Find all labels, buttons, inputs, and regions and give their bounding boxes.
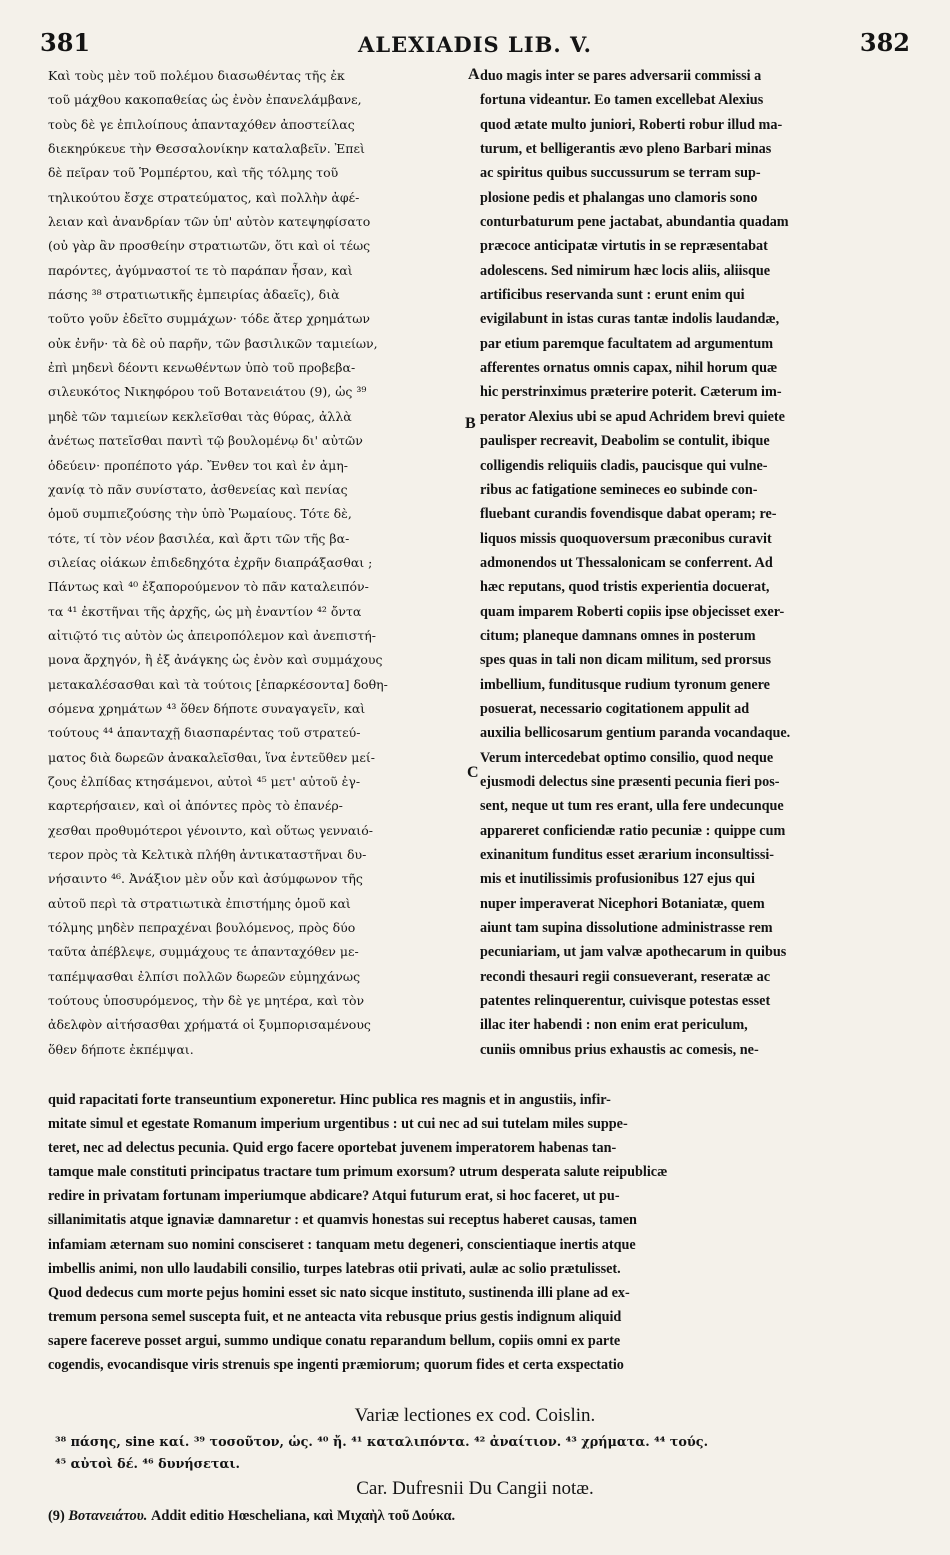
greek-text-line: αἰτιῷτό τις αὐτὸν ὡς ἀπειροπόλεμον καὶ ἀνεπιστή-	[48, 627, 376, 643]
latin-text-line: præcoce anticipatæ virtutis in se repræsentabat	[480, 238, 768, 255]
greek-text-line: τηλικούτου ἔσχε στρατεύματος, καὶ πολλὴν ἀφέ-	[48, 189, 360, 205]
greek-text-line: πάσης ³⁸ στρατιωτικῆς ἐμπειρίας ἀδαεῖς), διὰ	[48, 287, 340, 303]
latin-text-line: citum; planeque damnans omnes in posterum	[480, 627, 756, 644]
latin-text-line: cogendis, evocandisque viris strenuis spe ingenti præmiorum; quorum fides et certa exspectatio	[48, 1357, 624, 1374]
greek-text-line: μετακαλέσασθαι καὶ τὰ τούτοις [ἐπαρκέσοντα] δοθη-	[48, 676, 388, 692]
footnote	[48, 1508, 908, 1525]
variant-readings	[55, 1432, 905, 1476]
footnote-number: (9)	[48, 1508, 65, 1524]
latin-text-line: liquos missis quoquoversum præconibus curavit	[480, 530, 772, 547]
latin-text-line: illac iter habendi : non enim erat periculum,	[480, 1017, 748, 1034]
greek-text-line: καρτερήσαιεν, καὶ οἱ ἀπόντες πρὸς τὸ ἐπανέρ-	[48, 798, 343, 814]
greek-text-line: ταῦτα ἀπέβλεψε, συμμάχους τε ἁπανταχόθεν με-	[48, 944, 359, 960]
greek-text-line: αὐτοῦ περὶ τὰ στρατιωτικὰ ἐπιστήμης ὁμοῦ καὶ	[48, 895, 351, 911]
page-number-right: 382	[859, 28, 910, 57]
latin-text-line: adolescens. Sed nimirum hæc locis aliis, aliisque	[480, 262, 771, 279]
greek-text-line: σιλείας οἰάκων ἐπιδεδηχότα ἐχρῆν διαπράξασθαι ;	[48, 554, 373, 570]
latin-text-line: pecuniariam, ut jam valvæ apothecarum in quibus	[480, 944, 787, 961]
latin-text-line: redire in privatam fortunam imperiumque abdicare? Atqui futurum erat, si hoc faceret, ut pu-	[48, 1188, 620, 1205]
variant-line: ⁴⁵ αὐτοὶ δέ. ⁴⁶ δυνήσεται.	[55, 1457, 240, 1472]
greek-text-line: (οὐ γὰρ ἂν προσθείην στρατιωτῶν, ὅτι καὶ οἱ τέως	[48, 238, 371, 254]
greek-text-line: χανίᾳ τὸ πᾶν συνίστατο, ἀσθενείας καὶ πενίας	[48, 481, 348, 497]
latin-text-line: ac spiritus quibus succussurum se terram sup-	[480, 165, 761, 182]
latin-text-line: posuerat, necessario cogitationem appulit ad	[480, 700, 750, 717]
greek-text-line: μονα ἄρχηγόν, ἢ ἐξ ἀνάγκης ὡς ἐνὸν καὶ συμμάχους	[48, 652, 383, 668]
greek-text-line: Καὶ τοὺς μὲν τοῦ πολέμου διασωθέντας τῆς ἐκ	[48, 68, 345, 83]
latin-text-line: imbellium, funditusque rudium tyronum genere	[480, 676, 770, 693]
greek-text-line: σόμενα χρημάτων ⁴³ ὅθεν δήποτε συναγαγεῖν, καὶ	[48, 700, 366, 716]
latin-text-line: infamiam æternam suo nomini consciseret : tanquam metu degeneri, conscientiaque inertis atque	[48, 1236, 636, 1253]
greek-text-line: ταπέμψασθαι ἐλπίσι πολλῶν δωρεῶν εὐμηχάνως	[48, 968, 361, 984]
latin-text-line: cuniis omnibus prius exhaustis ac comesis, ne-	[480, 1041, 759, 1058]
margin-marker-c: C	[467, 764, 479, 781]
greek-text-line: τούτους ὑποσυρόμενος, τὴν δὲ γε μητέρα, καὶ τὸν	[48, 993, 365, 1009]
latin-text-line: aiunt tam supina dissolutione administrasse rem	[480, 920, 773, 937]
greek-text-line: τόλμης μηδὲν πεπραχέναι βουλόμενος, πρὸς δύο	[48, 920, 356, 936]
latin-text-line: mitate simul et egestate Romanum imperium urgentibus : ut cui nec ad sui tutelam miles suppe-	[48, 1116, 628, 1133]
margin-marker-b: B	[465, 415, 476, 432]
latin-text-line: fluebant curandis fovendisque dabat operam; re-	[480, 506, 777, 523]
latin-text-line: perator Alexius ubi se apud Achridem brevi quiete	[480, 408, 785, 425]
greek-text-line: τα ⁴¹ ἐκστῆναι τῆς ἀρχῆς, ὡς μὴ ἐναντίον ⁴² ὄντα	[48, 603, 362, 619]
greek-text-line: ὅθεν δήποτε ἐκπέμψαι.	[48, 1041, 194, 1057]
latin-text-line: sent, neque ut tum res erant, ulla fere undecunque	[480, 798, 784, 815]
greek-text-line: τοῦτο γοῦν ἐδεῖτο συμμάχων· τόδε ἄτερ χρημάτων	[48, 311, 371, 327]
latin-text-line: admonendos ut Thessalonicam se conferrent. Ad	[480, 554, 773, 571]
latin-text-line: paulisper recreavit, Deabolim se contulit, ibique	[480, 433, 770, 450]
notes-heading: Car. Dufresnii Du Cangii notæ.	[356, 1478, 594, 1499]
latin-text-line: ejusmodi delectus sine præsenti pecunia fieri pos-	[480, 773, 780, 790]
latin-text-line: spes quas in tali non dicam militum, sed prorsus	[480, 652, 772, 669]
greek-text-line: μηδὲ τῶν ταμιείων κεκλεῖσθαι τὰς θύρας, ἀλλὰ	[48, 408, 352, 424]
latin-text-line: teret, nec ad delectus pecunia. Quid ergo facere oportebat juvenem imperatorem habenas tan-	[48, 1140, 617, 1157]
latin-text-line: exinanitum funditus esset ærarium inconsultissi-	[480, 847, 775, 863]
greek-text-line: ὁμοῦ συμπιεζούσης τὴν ὑπὸ Ῥωμαίους. Τότε δὲ,	[48, 506, 352, 522]
latin-text-line: turum, et belligerantis ævo pleno Barbari minas	[480, 141, 772, 158]
latin-text-line: evigilabunt in istas curas tantæ indolis laudandæ,	[480, 311, 780, 328]
latin-text-line: par etium paremque facultatem ad argumentum	[480, 335, 774, 352]
greek-text-line: ματος διὰ δωρεῶν ἀνακαλεῖσθαι, ἵνα ἐντεῦθεν μεί-	[48, 749, 376, 765]
latin-text-line: quam imparem Roberti copiis ipse objecisset exer-	[480, 603, 785, 620]
latin-text-line: imbellis animi, non ullo laudabili consilio, turpes latebras otii privati, aulæ ac solio prætulisset.	[48, 1260, 621, 1277]
latin-text-line: Quod dedecus cum morte pejus homini esset sic nato sicque instituto, sustinenda illi plane ad ex-	[48, 1284, 630, 1301]
latin-text-line: duo magis inter se pares adversarii commissi a	[480, 68, 762, 84]
variants-heading: Variæ lectiones ex cod. Coislin.	[354, 1405, 596, 1426]
latin-text-line: auxilia bellicosarum gentium paranda vocandaque.	[480, 725, 791, 742]
latin-text-line: ribus ac fatigatione semineces eo subinde con-	[480, 481, 758, 498]
latin-text-line: Verum intercedebat optimo consilio, quod neque	[480, 749, 774, 766]
greek-text-line: τότε, τί τὸν νέον βασιλέα, καὶ ἄρτι τῶν τῆς βα-	[48, 530, 350, 546]
greek-column	[48, 64, 470, 1062]
greek-text-line: τοῦ μάχθου κακοπαθείας ὡς ἐνὸν ἐπανελάμβανε,	[48, 92, 362, 108]
latin-text-line: recondi thesauri regii consueverant, reseratæ ac	[480, 968, 770, 985]
latin-continuation	[48, 1088, 908, 1377]
latin-text-line: sapere facereve posset argui, summo undique conatu reparandum bellum, copiis omni ex parte	[48, 1332, 621, 1349]
greek-text-line: σιλευκότος Νικηφόρου τοῦ Βοτανειάτου (9), ὡς ³⁹	[48, 384, 367, 400]
page-header	[40, 28, 910, 68]
greek-text-line: οὐκ ἐνῆν· τὰ δὲ οὐ παρῆν, τῶν βασιλικῶν ταμιείων,	[48, 335, 378, 351]
latin-text-line: mis et inutilissimis profusionibus 127 ejus qui	[480, 871, 755, 888]
margin-marker-a: A	[468, 66, 480, 83]
greek-text-line: τούτους ⁴⁴ ἁπανταχῇ διασπαρέντας τοῦ στρατεύ-	[48, 725, 361, 741]
latin-text-line: nuper imperaverat Nicephori Botaniatæ, quem	[480, 895, 765, 912]
greek-text-line: δὲ πεῖραν τοῦ Ῥομπέρτου, καὶ τῆς τόλμης τοῦ	[48, 165, 339, 181]
greek-text-line: ἐπὶ μηδενὶ δέοντι κενωθέντων ὑπὸ τοῦ προβεβα-	[48, 360, 356, 376]
latin-text-line: tremum persona semel suscepta fuit, et ne anteacta vita rebusque prius gestis indignum aliquid	[48, 1308, 622, 1325]
greek-text-line: τοὺς δὲ γε ἐπιλοίπους ἁπανταχόθεν ἀποστείλας	[48, 116, 355, 132]
latin-text-line: hæc reputans, quod tristis experientia docuerat,	[480, 579, 770, 596]
latin-text-line: conturbaturum pene jactabat, abundantia quadam	[480, 214, 789, 231]
latin-text-line: afferentes ornatus omnis capax, nihil horum quæ	[480, 360, 778, 377]
latin-text-line: tamque male constituti principatus tractare tum primum exorsum? utrum desperata salute reipublicæ	[48, 1164, 668, 1181]
latin-text-line: colligendis reliquiis cladis, paucisque qui vulne-	[480, 457, 768, 474]
latin-text-line: hic perstrinximus præterire poterit. Cæterum im-	[480, 384, 782, 401]
greek-text-line: ἀδελφὸν αἰτήσασθαι χρήματά οἱ ξυμπορισαμένους	[48, 1017, 371, 1033]
latin-column	[480, 64, 900, 1062]
greek-text-line: λειαν καὶ ἀνανδρίαν τῶν ὑπ' αὐτὸν κατεψηφίσατο	[48, 214, 371, 230]
running-title: ALEXIADIS LIB. V.	[358, 32, 592, 57]
greek-text-line: παρόντες, ἀγύμναστοί τε τὸ παράπαν ἦσαν, καὶ	[48, 262, 353, 278]
footnote-text: Addit editio Hœscheliana, καὶ Μιχαὴλ τοῦ Δούκα.	[151, 1508, 456, 1524]
greek-text-line: τερον πρὸς τὰ Κελτικὰ πλήθη ἀντικαταστῆναι δυ-	[48, 847, 367, 862]
greek-text-line: Πάντως καὶ ⁴⁰ ἐξαπορούμενον τὸ πᾶν καταλειπόν-	[48, 579, 369, 595]
greek-text-line: διεκηρύκευε τὴν Θεσσαλονίκην καταλαβεῖν. Ἐπεὶ	[48, 141, 365, 157]
latin-text-line: quid rapacitati forte transeuntium exponeretur. Hinc publica res magnis et in angustiis, infir-	[48, 1092, 611, 1108]
latin-text-line: fortuna videantur. Eo tamen excellebat Alexius	[480, 92, 764, 109]
greek-text-line: χεσθαι προθυμότεροι γένοιντο, καὶ οὕτως γενναιό-	[48, 822, 373, 838]
greek-text-line: ὁδεύειν· προπέποτο γάρ. Ἔνθεν τοι καὶ ἐν ἀμη-	[48, 457, 348, 473]
latin-text-line: quod ætate multo juniori, Roberti robur illud ma-	[480, 116, 783, 133]
greek-text-line: νήσαιντο ⁴⁶. Ἀνάξιον μὲν οὖν καὶ ἀσύμφωνον τῆς	[48, 871, 363, 887]
latin-text-line: plosione pedis et phalangas uno clamoris sono	[480, 189, 758, 206]
latin-text-line: appareret conficiendæ ratio pecuniæ : quippe cum	[480, 822, 786, 839]
variant-line: ³⁸ πάσης, sine καί. ³⁹ τοσοῦτον, ὡς. ⁴⁰ ἤ. ⁴¹ καταλιπόντα. ⁴² ἀναίτιον. ⁴³ χρήματα. ⁴⁴ τούς.	[55, 1435, 709, 1450]
greek-text-line: ἀνέτως πατεῖσθαι παντὶ τῷ βουλομένῳ δι' αὐτῶν	[48, 433, 363, 449]
latin-text-line: sillanimitatis atque ignaviæ damnaretur : et quamvis honestas sui receptus haberet causas, tamen	[48, 1212, 637, 1229]
greek-text-line: ζους ἐλπίδας κτησάμενοι, αὐτοὶ ⁴⁵ μετ' αὐτοῦ ἐγ-	[48, 773, 361, 789]
latin-text-line: artificibus reservanda sunt : erunt enim qui	[480, 287, 745, 304]
latin-text-line: patentes relinquerentur, cuivisque potestas esset	[480, 993, 771, 1010]
footnote-greek: Βοτανειάτου.	[68, 1508, 148, 1524]
page-number-left: 381	[40, 28, 91, 57]
